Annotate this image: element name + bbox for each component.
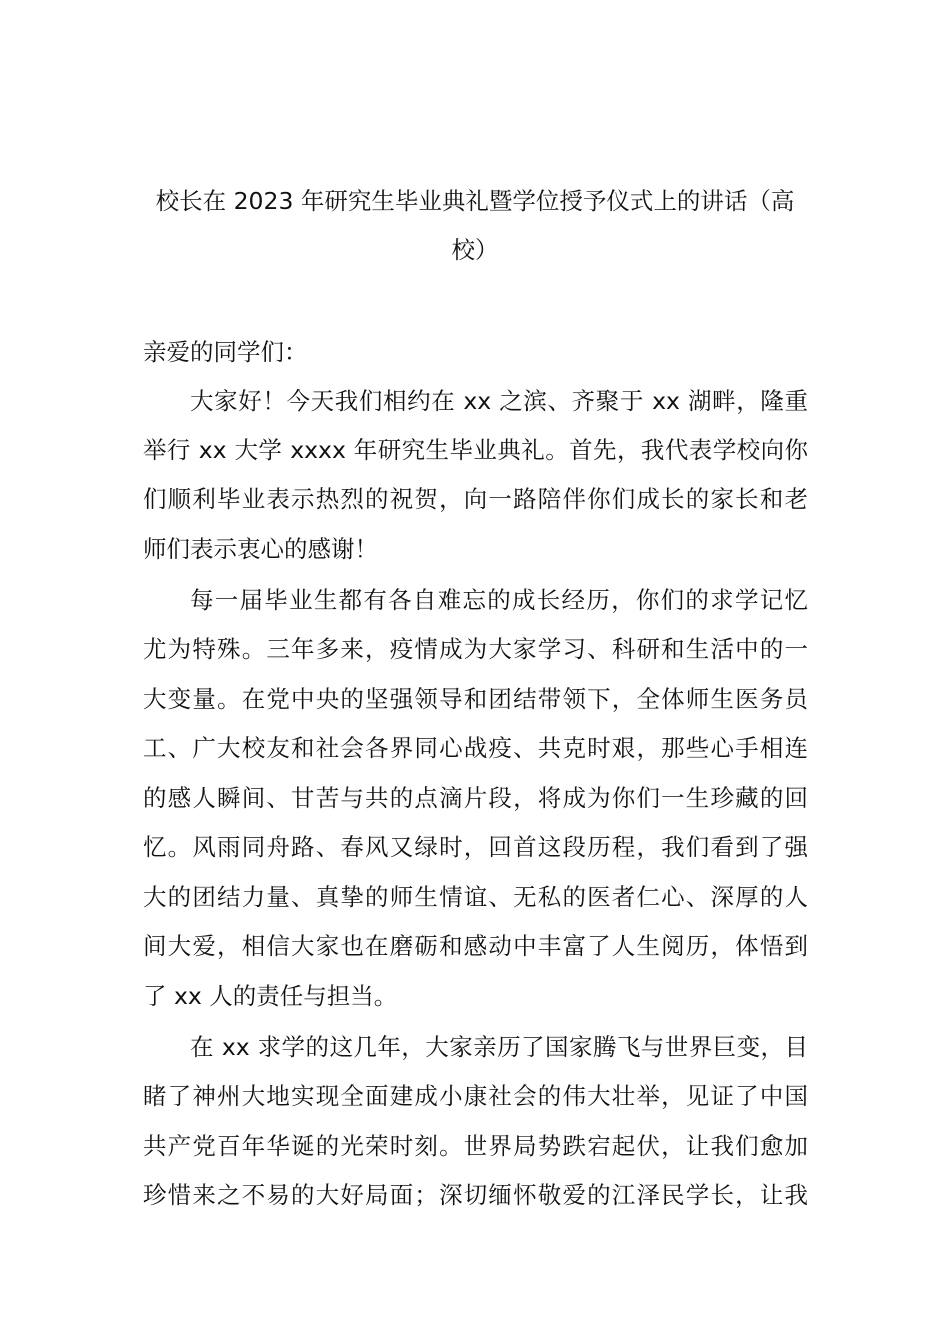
paragraph-line: 尤为特殊。三年多来，疫情成为大家学习、科研和生活中的一 bbox=[143, 635, 808, 663]
salutation: 亲爱的同学们： bbox=[143, 338, 308, 366]
paragraph-line: 忆。风雨同舟路、春风又绿时，回首这段历程，我们看到了强 bbox=[143, 833, 808, 861]
paragraph-line: 间大爱，相信大家也在磨砺和感动中丰富了人生阅历，体悟到 bbox=[143, 932, 808, 960]
paragraph-line: 大的团结力量、真挚的师生情谊、无私的医者仁心、深厚的人 bbox=[143, 883, 808, 911]
paragraph-line: 每一届毕业生都有各自难忘的成长经历，你们的求学记忆 bbox=[190, 586, 808, 614]
paragraph-line: 师们表示衷心的感谢！ bbox=[143, 535, 378, 563]
paragraph-line: 大变量。在党中央的坚强领导和团结带领下，全体师生医务员 bbox=[143, 685, 808, 713]
paragraph-line: 睹了神州大地实现全面建成小康社会的伟大壮举，见证了中国 bbox=[143, 1082, 808, 1110]
paragraph-line: 了 xx 人的责任与担当。 bbox=[143, 982, 398, 1010]
paragraph-line: 珍惜来之不易的大好局面；深切缅怀敬爱的江泽民学长，让我 bbox=[143, 1181, 808, 1209]
paragraph-line: 在 xx 求学的这几年，大家亲历了国家腾飞与世界巨变，目 bbox=[190, 1033, 808, 1061]
document-title-line-1: 校长在 2023 年研究生毕业典礼暨学位授予仪式上的讲话（高 bbox=[155, 187, 795, 215]
paragraph-line: 们顺利毕业表示热烈的祝贺，向一路陪伴你们成长的家长和老 bbox=[143, 485, 808, 513]
paragraph-line: 共产党百年华诞的光荣时刻。世界局势跌宕起伏，让我们愈加 bbox=[143, 1132, 808, 1160]
paragraph-line: 工、广大校友和社会各界同心战疫、共克时艰，那些心手相连 bbox=[143, 734, 808, 762]
paragraph-line: 的感人瞬间、甘苦与共的点滴片段，将成为你们一生珍藏的回 bbox=[143, 784, 808, 812]
document-title-line-2: 校） bbox=[451, 236, 499, 264]
paragraph-line: 大家好！今天我们相约在 xx 之滨、齐聚于 xx 湖畔，隆重 bbox=[190, 387, 808, 415]
paragraph-line: 举行 xx 大学 xxxx 年研究生毕业典礼。首先，我代表学校向你 bbox=[143, 436, 808, 464]
